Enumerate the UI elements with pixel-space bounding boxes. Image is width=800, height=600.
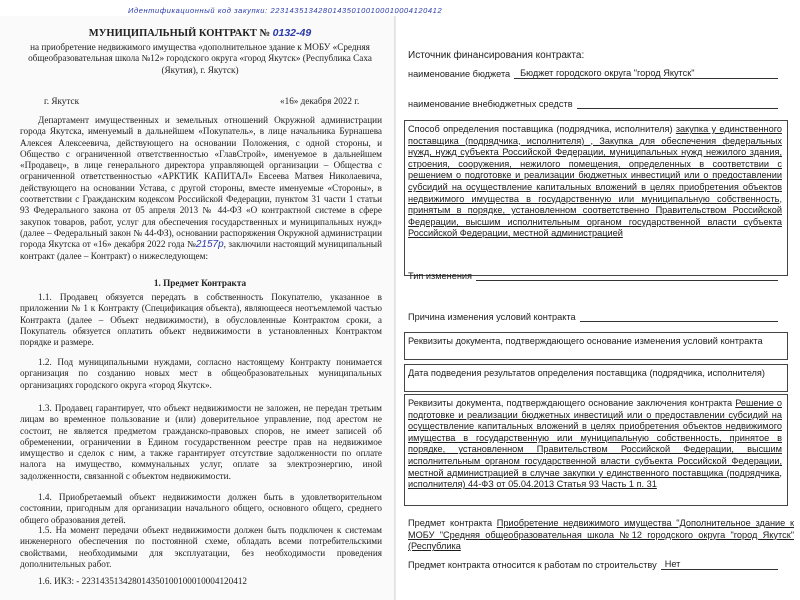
funding-title: Источник финансирования контракта: <box>408 50 585 61</box>
clause-1-2: 1.2. Под муниципальными нуждами, согласно настоящему Контракту понимается организация по созданию новых мест в общеобразовательных муниципальных организациях городского округа «город Якутск». <box>20 357 382 390</box>
construction-label: Предмет контракта относится к работам по строительству <box>408 560 657 570</box>
clause-1-3: 1.3. Продавец гарантирует, что объект недвижимости не заложен, не передан третьим лицам во временное пользование и (или) доверительное управление, под арестом не состоит, не является предметом гражданско-правовых споров, не имеет записей об обременении, ограничении в Едином государственном реестре прав на недвижимое имущество и сделок с ним, а также гарантирует отсутствие задолженности по оплате налога на имущество, коммунальных услуг, оплате за электроэнергию, иной задолженности, связанной с объектом недвижимости. <box>20 403 382 481</box>
results-date-label: Дата подведения результатов определения поставщика (подрядчика, исполнителя) <box>408 368 765 378</box>
subject-value: Приобретение недвижимого имущества "Дополнительное здание к МОБУ "Средняя общеобразовательная школа №12 городского округа "город Якутск" (Республика <box>408 518 794 552</box>
construction-row <box>408 559 778 570</box>
contract-date: «16» декабря 2022 г. <box>280 96 360 106</box>
section-title: 1. Предмет Контракта <box>153 278 247 288</box>
change-type-label: Тип изменения <box>408 271 473 281</box>
clause-1-1: 1.1. Продавец обязуется передать в собственность Покупателю, указанное в приложении № 1 к Контракту (Спецификация объекта), являющееся неотъемлемой частью Контракта (далее – Объект недвижимости), в обусловленные Контрактом сроки, а Покупатель обязуется оплатить объект недвижимости в установленных Контрактом порядке и размере. <box>20 292 382 348</box>
contract-number-handwritten: 0132-49 <box>272 27 312 39</box>
contract-subtitle: на приобретение недвижимого имущества «дополнительное здание к МОБУ «Средняя общеобразовательная школа №12» городского округа «город Якутск» (Республика Саха (Якутия), г. Якутск) <box>28 42 372 75</box>
clause-1-5: 1.5. На момент передачи объект недвижимости должен быть подключен к системам инженерного обеспечения по постоянной схеме, обладать всеми потребительскими свойствами, необходимыми для эксплуатации, без необходимости проведения дополнительных работ. <box>20 525 382 569</box>
basis-paragraph <box>408 398 782 491</box>
contract-intro-text: Департамент имущественных и земельных отношений Окружной администрации города Якутска, именуемый в дальнейшем «Покупатель», в лице начальника Бурнашева Алексея Алексеевича, действующего на основании Положения, с одной стороны, и Общество с ограниченной ответственностью «ГлавСтрой», именуемое в дальнейшем «Продавец», в лице генерального директора управляющей организации – Общества с ограниченной ответственностью «АРКТИК КАПИТАЛ» Евсеева Матвея Николаевича, действующего на основании Устава, с другой стороны, вместе именуемые «Стороны», в соответствии с Гражданским кодексом Российской Федерации, пунктом 31 части 1 статьи 93 Федерального закона от 05 апреля 2013 № 44-ФЗ «О контрактной системе в сфере закупок товаров, работ, услуг для обеспечения государственных и муниципальных нужд» (далее – Федеральный закон № 44-ФЗ), основании распоряжения Окружной администрации города Якутска от «16» декабря 2022 года № <box>20 115 382 250</box>
clause-1-4: 1.4. Приобретаемый объект недвижимости должен быть в удовлетворительном состоянии, пригодным для организации начального общего, основного общего, среднего общего образования детей. <box>20 492 382 525</box>
method-value: закупка у единственного поставщика (подрядчика, исполнителя) , Закупка для обеспечения федеральных нужд, нужд субъекта Российской Федерации, муниципальных нужд нежилого здания, строения, сооружения, нежилого помещения, определенных в соответствии с решением о подготовке и реализации бюджетных инвестиций или о предоставлении субсидий на осуществление капитальных вложений в целях приобретения объектов недвижимого имущества в государственную или муниципальную собственность, принятым в порядке, установленном соответственно Правительством Российской Федерации, высшим исполнительным органом государственной власти субъекта Российской Федерации, местной администрацией <box>408 124 782 239</box>
subject-label: Предмет контракта <box>408 518 493 528</box>
basis-value: Решение о подготовке и реализации бюджетных инвестиций или о предоставлении субсидий на осуществление капитальных вложений в целях приобретения объектов недвижимого имущества в государственную или муниципальную собственность, принятое в порядке, установленном Правительством Российской Федерации, высшим исполнительным органом государственной власти субъекта Российской Федерации, местной администрацией в случае закупки у единственного поставщика (подрядчика, исполнителя) 44-ФЗ от 05.04.2013 Статья 93 Часть 1 п. 31 <box>408 398 782 490</box>
change-reason-row <box>408 311 778 322</box>
subject-paragraph <box>408 518 794 553</box>
change-reason-blank-line <box>580 311 778 322</box>
top-handwritten-note: Идентификационный код закупки: 223143513428014350100100010004120412 <box>128 6 443 15</box>
extrabudget-blank-line <box>577 98 778 109</box>
clause-1-6: 1.6. ИКЗ: - 223143513428014350100100010004120412 <box>38 576 248 586</box>
basis-label: Реквизиты документа, подтверждающего основание заключения контракта <box>408 398 733 408</box>
contract-title <box>20 28 380 39</box>
budget-value: Бюджет городского округа "город Якутск" <box>514 68 778 79</box>
contract-right-page <box>396 16 800 600</box>
budget-row <box>408 68 778 79</box>
contract-city: г. Якутск <box>44 96 80 106</box>
extrabudget-label: наименование внебюджетных средств <box>408 99 573 109</box>
change-reason-label: Причина изменения условий контракта <box>408 312 576 322</box>
contract-intro-tail: , заключили настоящий муниципальный контракт (далее – Контракт) о нижеследующем: <box>20 239 382 261</box>
method-paragraph <box>408 124 782 240</box>
extrabudget-row <box>408 98 778 109</box>
contract-left-page <box>0 16 396 600</box>
construction-value: Нет <box>661 559 778 570</box>
change-type-blank-line <box>476 270 778 281</box>
decree-number-handwritten: 2157р <box>195 239 224 251</box>
contract-title-prefix: МУНИЦИПАЛЬНЫЙ КОНТРАКТ № <box>88 28 271 39</box>
contract-intro-paragraph <box>20 115 382 262</box>
method-label: Способ определения поставщика (подрядчика, исполнителя) <box>408 124 673 134</box>
change-doc-label: Реквизиты документа, подтверждающего основание изменения условий контракта <box>408 336 763 346</box>
change-type-row <box>408 270 778 281</box>
budget-label: наименование бюджета <box>408 69 511 79</box>
